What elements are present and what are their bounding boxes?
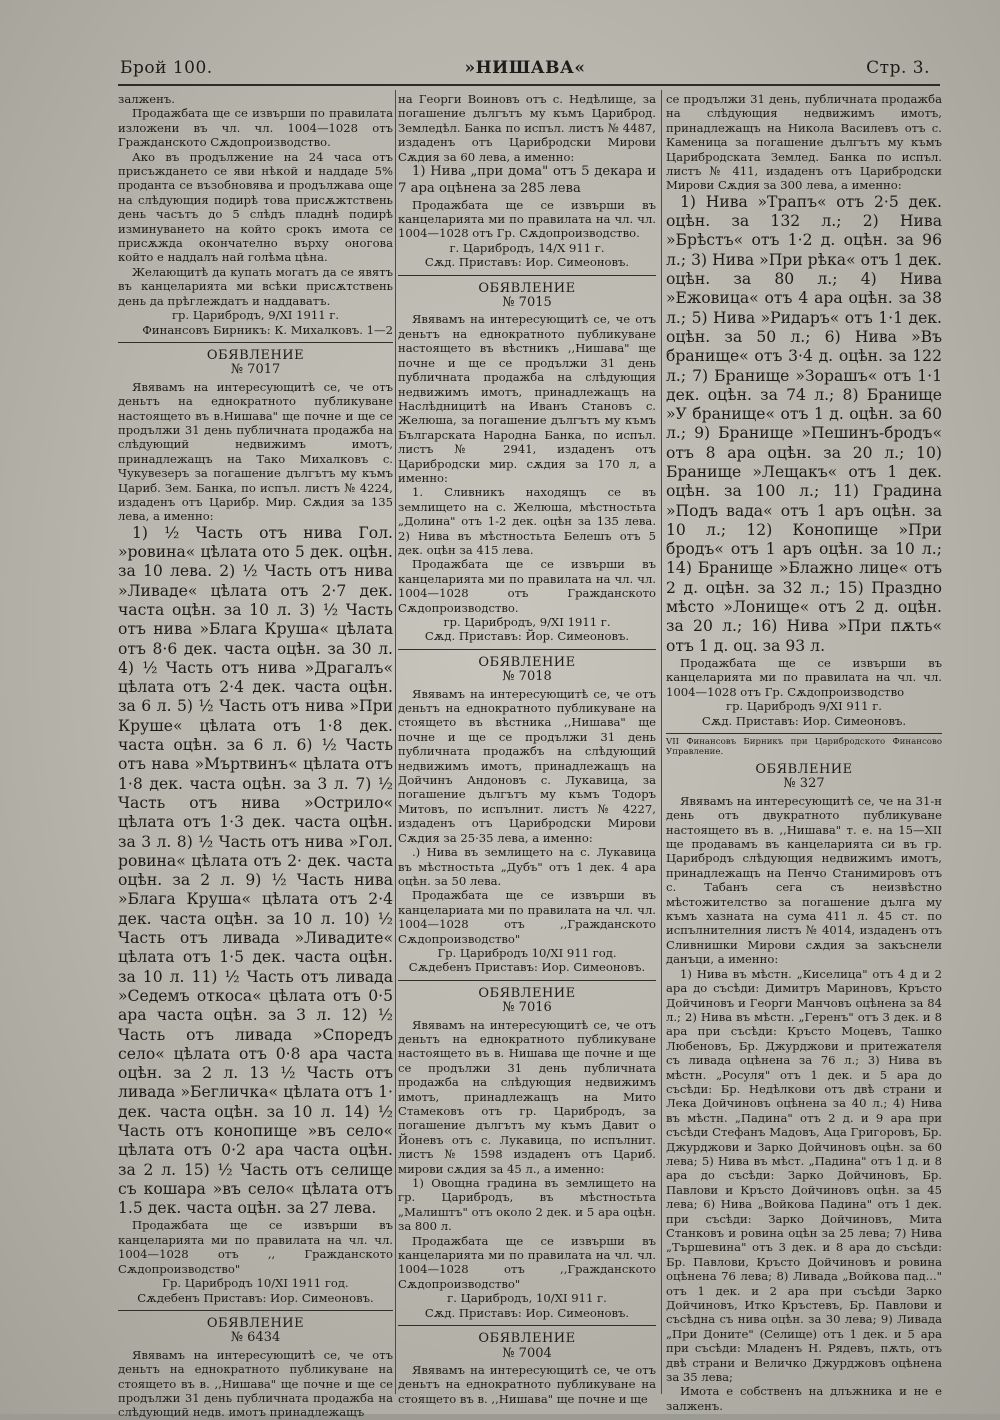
notice-signature: гр. Царибродъ, 9/XI 1911 г.	[443, 615, 611, 629]
notice-text: Явявамъ на интересующитѣ се, че на 31-н день отъ двукратното публикуване настоящето въ в. ,,Нишава" т. е. на 15—XII ще продавамъ въ канцеларията си въ гр. Царибродъ слѣдующия недвижимъ имотъ, принадлежащъ на Пенчо Станимировъ отъ с. Табанъ сега съ неизвѣстно мѣстожителство за погашение дълга му къмъ хазната на сума 411 л. 45 ст. по испълнителния листъ № 4014, издаденъ отъ Сливнишки Мирови сѫдия за закъснели данъци, а именно:	[666, 793, 942, 967]
notice-text: Продажбата ще се извърши въ канцеларията ми по правилата на чл. чл. 1004—1028 отъ ,,Гражданското Сѫдопроизводство"	[398, 1233, 656, 1291]
notice-title: ОБЯВЛЕНИЕ	[206, 347, 305, 363]
notice-separator	[666, 733, 942, 734]
notice-text: Продажбата ще се извърши въ канцеларията ми по правилата на чл. чл. 1004—1028 отъ Гр. Сѫдопроизводство	[666, 655, 942, 699]
notice-separator	[398, 275, 656, 276]
notice-title: ОБЯВЛЕНИЕ	[478, 654, 576, 670]
page-header	[120, 58, 930, 86]
notice-separator	[398, 980, 656, 981]
notice-number: № 7004	[502, 1345, 552, 1361]
notice-number: № 7015	[502, 295, 552, 311]
page-number: Стр. 3.	[866, 58, 930, 78]
notice-text: Желающитѣ да купать могатъ да се явятъ въ канцеларията ми всѣки присѫтствень день да прѣглеждатъ и наддаватъ.	[118, 264, 393, 308]
notice-number: № 7016	[502, 1000, 552, 1016]
notice-issuer: VII Финансовъ Бирникъ при Царибродското Финансово Управление.	[666, 737, 942, 757]
notice-text: Продажбата ще се извърши въ канцеларията ми по правилата на чл. чл. 1004—1028 отъ ,, Гражданското Сѫдопроизводство"	[118, 1218, 393, 1276]
notice-text: Явявамъ на интересующитѣ се, че отъ деньтъ на еднократното публикуване настоящето въ в. Нишава ще почне и ще се продължи 31 день публичната продажба на слѣдующия недвижимъ имотъ, принадлежащъ на Мито Стамековъ отъ гр. Царибродъ, за погашение дългътъ му къмъ Давит о Йоневъ отъ с. Лукавица, по испълнит. листъ № 1598 издаденъ отъ Цариб. мирови сѫдия за 45 л., а именно:	[398, 1017, 656, 1176]
notice-signature: Сѫдебенъ Приставъ: Иор. Симеоновъ.	[408, 960, 646, 975]
notice-signature: Гр. Царибродъ 10/XI 911 год.	[437, 945, 617, 960]
notice-signature: Сѫд. Приставъ: Йор. Симеоновъ.	[424, 629, 630, 644]
notice-text: Явявамъ на интересующитѣ се, че отъ деньтъ на еднократното публикуване настоящето въ вѣстникъ ,,Нишава" ще почне и ще се продължи 31 день публичната продажба на слѣдующия недвижимъ имотъ, принадлежащъ на Наслѣдницитѣ на Иванъ Становъ с. Желюша, за погашение дългътъ му къмъ Българската Народна Банка, по испъл. листъ № 2941, издаденъ отъ Царибродски мир. сѫдия за 170 л, а именно:	[398, 312, 656, 485]
notice-text: Явявамъ на интересующитѣ се, че отъ деньтъ на еднократното публикуване на стоящето въ вѣстника ,,Нишава" ще почне и ще се продължи 31 день публичната продажбъ на слѣдующий недвижимъ имотъ, принадлежащъ на Дойчинъ Андоновъ с. Лукавица, за погашение дългътъ му къмъ Тодоръ Митовъ, по испълнит. листъ № 4227, издаденъ отъ Царибродски Мирови Сѫдия за 25·35 лева, а именно:	[398, 686, 656, 845]
notice-title: ОБЯВЛЕНИЕ	[206, 1315, 305, 1331]
notice-text: залженъ.	[118, 92, 175, 106]
notice-text: на Георги Воиновъ отъ с. Недѣлище, за погашение дългътъ му къмъ Цариброд. Земледѣл. Банка по испъл. листъ № 4487, издаденъ отъ Царибродски Мирови Сѫдия за 60 лева, а именно:	[398, 92, 656, 164]
notice-text: 1. Сливникъ находящъ се въ землището на с. Желюша, мѣстностьта „Долина" отъ 1-2 дек. оцѣн за 135 лева. 2) Нива въ мѣстностьта Белешъ отъ 5 дек. оцѣн за 415 лева.	[398, 485, 656, 557]
header-rule	[118, 84, 940, 86]
notice-signature: Сѫдебенъ Приставъ: Иор. Симеоновъ.	[137, 1290, 374, 1305]
column-1	[118, 92, 393, 1420]
column-3	[666, 92, 942, 1413]
notice-text: Ако въ продължение на 24 часа отъ присъждането се яви нѣкой и наддаде 5% проданта се възобновява и продължава още на слѣдующия подирѣ това присѫжтствень день часътъ до 5 слѣдъ пладнѣ подирѣ изминуването на който срокъ имота се присѫжда окончателно върху оногова който е наддалъ най голѣма цѣна.	[118, 149, 393, 265]
notice-signature: Сѫд. Приставъ: Иор. Симеоновъ.	[424, 1305, 630, 1320]
notice-title: ОБЯВЛЕНИЕ	[478, 280, 576, 296]
notice-text: .) Нива въ землището на с. Лукавица въ мѣстностьта „Дубъ" отъ 1 дек. 4 ара оцѣн. за 50 лева.	[398, 845, 656, 888]
property-list: 1) Нива »Трапъ« отъ 2·5 дек. оцѣн. за 132 л.; 2) Нива »Брѣстъ« отъ 1·2 д. оцѣн. за 96 л.; 3) Нива »При рѣка« отъ 1 дек. оцѣн. за 80 л.; 4) Нива »Ежовица« отъ 4 ара оцѣн. за 38 л.; 5) Нива »Ридаръ« отъ 1·1 дек. оцѣн. за 50 л.; 6) Нива »Въ бранище« отъ 3·4 д. оцѣн. за 122 л.; 7) Бранище »Зорашъ« отъ 1·1 дек. оцѣн. за 74 л.; 8) Бранище »У бранище« отъ 1 д. оцѣн. за 60 л.; 9) Бранище »Пешинъ-бродъ« отъ 8 ара оцѣн. за 20 л.; 10) Бранище »Лещакъ« отъ 1 дек. оцѣн. за 100 л.; 11) Градина »Подъ вада« отъ 1 аръ оцѣн. за 10 л.; 12) Конопище »При бродъ« отъ 1 аръ оцѣн. за 10 л.; 14) Бранище »Блажно лице« отъ 2 д. оцѣн. за 32 л.; 15) Праздно мѣсто »Лонище« отъ 2 д. оцѣн. за 20 л.; 16) Нива »При пѫть« отъ 1 д. оц. за 93 л.	[666, 192, 942, 655]
notice-text: Продажбата ще се извърши по правилата изложени въ чл. чл. 1004—1028 отъ Гражданското Сѫдопроизводство.	[118, 106, 393, 150]
notice-separator	[118, 1310, 393, 1311]
notice-text: Явявамъ на интересующитѣ се, че отъ деньтъ на еднократното публикуване на стоящето въ в. ,,Нишава" ще почне и ще	[398, 1362, 656, 1406]
notice-signature: гр. Царибродъ, 9/XI 1911 г.	[171, 308, 340, 323]
property-list: 1) Нива въ мѣстн. „Киселица" отъ 4 д и 2 ара до съсѣди: Димитръ Мариновъ, Кръсто Дойчиновъ и Георги Манчовъ оцѣнена за 84 л.; 2) Нива въ мѣстн. „Геренъ" отъ 3 дек. и 8 ара при съсѣди: Кръсто Моцевъ, Ташко Любеновъ, Бр. Джурджови и притежателя съ ливада оцѣнена за 76 л.; 3) Нива въ мѣстн. „Росуля" отъ 1 дек. и 5 ара до съсѣди: Бр. Недѣлкови отъ двѣ страни и Лека Дойчиновъ оцѣнена за 40 л.; 4) Нива въ мѣстн. „Падина" отъ 2 д. и 9 ара при съсѣди Стефанъ Мадовъ, Аца Григоровъ, Бр. Джурджови и Зарко Дойчиновъ оцѣн. за 60 лева; 5) Нива въ мѣст. „Падина" отъ 1 д. и 8 ара до съсѣди: Зарко Дойчиновъ, Бр. Павлови и Кръсто Дойчиновъ оцѣн. за 45 лева; 6) Нива „Войкова Падина" отъ 1 дек. при съсѣди: Зарко Дойчиновъ, Мита Станковъ и ровина оцѣн за 25 лева; 7) Нива „Тършевина" отъ 3 дек. и 8 ара до съсѣди: Бр. Павлови, Кръсто Дойчиновъ и ровина оцѣнена 76 лева; 8) Ливада „Войкова пад..." отъ 1 дек. и 2 ара при съсѣди Зарко Дойчиновъ, Итко Кръстевъ, Бр. Павлови и съсѣдна съ нива оцѣн. за 30 лева; 9) Ливада „При Доните" (Селище) отъ 1 дек. и 5 ара при съсѣди: Младенъ Н. Рядевъ, пѫть, отъ двѣ страни и Величко Джурджовъ оцѣнена за 35 лева;	[666, 966, 942, 1385]
notice-number: № 7017	[230, 362, 281, 378]
property-list: 1) ½ Часть отъ нива Гол. »ровина« цѣлата ото 5 дек. оцѣн. за 10 лева. 2) ½ Часть отъ нива »Ливаде« цѣлата отъ 2·7 дек. часта оцѣн. за 10 л. 3) ½ Часть отъ нива »Блага Круша« цѣлата отъ 8·6 дек. часта оцѣн. за 30 л. 4) ½ Часть отъ нива »Драгалъ« цѣлата отъ 2·4 дек. часта оцѣн. за 6 л. 5) ½ Часть отъ нива »При Круше« цѣлата отъ 1·8 дек. часта оцѣн. за 6 л. 6) ½ Часть отъ нава »Мъртвинъ« цѣлата отъ 1·8 дек. часта оцѣн. за 3 л. 7) ½ Часть отъ нива »Острило« цѣлата отъ 1·3 дек. часта оцѣн. за 3 л. 8) ½ Часть отъ нива »Гол. ровина« цѣлата отъ 2· дек. часта оцѣн. за 2 л. 9) ½ Часть нива »Блага Круша« цѣлата отъ 2·4 дек. часта оцѣн. за 10 л. 10) ½ Часть отъ ливада »Ливадите« цѣлата отъ 1·5 дек. часта оцѣн. за 10 л. 11) ½ Часть отъ ливада »Седемъ откоса« цѣлата отъ 0·5 ара часта оцѣн. за 3 л. 12) ½ Часть отъ ливада »Споредъ село« цѣлата отъ 0·8 ара часта оцѣн. за 2 л. 13 ½ Часть отъ ливада »Бегличка« цѣлата отъ 1· дек. часта оцѣн. за 10 л. 14) ½ Часть отъ конопище »въ село« цѣлата отъ 0·2 ара часта оцѣн. за 2 л. 15) ½ Часть отъ селище съ кошара »въ село« цѣлата отъ 1.5 дек. часта оцѣн. за 27 лева.	[118, 523, 393, 1218]
column-divider-1	[395, 90, 396, 1394]
notice-title: ОБЯВЛЕНИЕ	[755, 762, 853, 777]
notice-text: Явявамъ на интересующитѣ се, че отъ деньтъ на еднократното публикуване настоящето въ в.Нишава" ще почне и ще се продължи 31 день публичната продажба на слѣдующий недвижимъ имотъ, принадлежащъ на Тако Михалковъ с. Чукувезеръ за погашение дългътъ му къмъ Цариб. Зем. Банка, по испъл. листъ № 4224, издаденъ отъ Царибр. Мир. Сѫдия за 135 лева, а именно:	[118, 379, 393, 524]
notice-text: се продължи 31 день, публичната продажба на слѣдующия недвижимъ имотъ, принадлежащъ на Никола Василевъ отъ с. Каменица за погашение дългътъ му къмъ Царибродската Землед. Банка по испъл. листъ № 411, издаденъ отъ Царибродски Мирови Сѫдия за 300 лева, а именно:	[666, 92, 942, 193]
notice-title: ОБЯВЛЕНИЕ	[478, 1331, 576, 1347]
notice-text: Продажбата ще се извърши въ канцелариата ми по правилата на чл. чл. 1004—1028 отъ ,,Гражданското Сѫдопроизводство"	[398, 888, 656, 946]
notice-signature: г. Царибродъ, 14/X 911 г.	[449, 240, 605, 255]
notice-number: № 327	[783, 776, 825, 792]
notice-text: Явявамъ на интересующитѣ се, че отъ деньтъ на еднократното публикуване на стоящето въ в. ,,Нишава" ще почне и ще се продължи 31 день публичната продажба на слѣдующий недв. имотъ принадлежащъ	[118, 1347, 393, 1420]
notice-separator	[398, 1325, 656, 1326]
notice-text: Продажбата ще се извърши въ канцеларията ми по правилата на чл. чл. 1004—1028 отъ Гражданското Сѫдопроизводство.	[398, 557, 656, 615]
notice-signature: Сѫд. Приставъ: Иор. Симеоновъ.	[424, 255, 630, 270]
issue-number: Брой 100.	[120, 58, 213, 78]
notice-text: 1) Нива „при дома" отъ 5 декара и 7 ара оцѣнена за 285 лева	[398, 164, 656, 196]
notice-number: № 7018	[502, 669, 552, 685]
notice-text: Продажбата ще се извърши въ канцеларията ми по правилата на чл. чл. 1004—1028 отъ Гр. Сѫдопроизводство.	[398, 197, 656, 241]
notice-separator	[118, 342, 393, 343]
notice-title: ОБЯВЛЕНИЕ	[478, 985, 576, 1001]
notice-number: № 6434	[230, 1330, 281, 1346]
newspaper-title: »НИШАВА«	[464, 58, 586, 78]
notice-text: 1) Овощна градина въ землището на гр. Царибродъ, въ мѣстностьта „Малиштъ" отъ около 2 дек. и 5 ара оцѣн. за 800 л.	[398, 1176, 656, 1234]
notice-signature: г. Царибродъ, 10/XI 911 г.	[447, 1291, 607, 1306]
notice-signature: гр. Царибродъ 9/XI 911 г.	[726, 699, 882, 714]
notice-separator	[398, 649, 656, 650]
column-2	[398, 92, 656, 1406]
notice-signature: Финансовъ Бирникъ: К. Михалковъ. 1—2	[142, 322, 393, 337]
column-divider-2	[661, 90, 662, 1394]
notice-signature: Гр. Царибродъ 10/XI 1911 год.	[162, 1276, 349, 1291]
notice-signature: Сѫд. Приставъ: Иор. Симеоновъ.	[701, 713, 907, 728]
notice-text: Имота е собственъ на длъжника и не е залженъ.	[666, 1384, 942, 1413]
